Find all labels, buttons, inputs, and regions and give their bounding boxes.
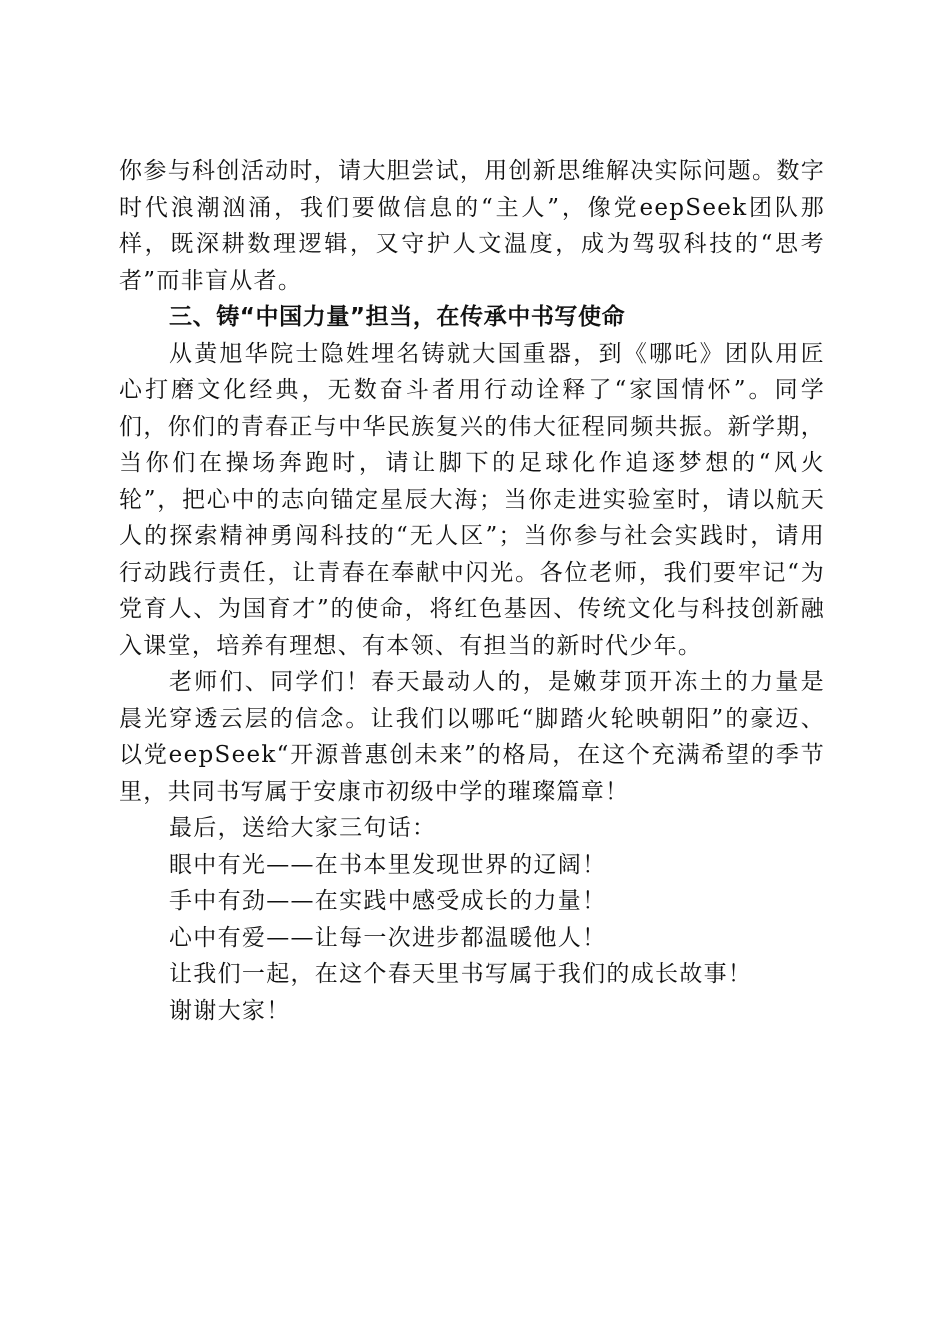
closing-thanks: 谢谢大家！	[169, 997, 291, 1024]
body-paragraph-together: 让我们一起，在这个春天里书写属于我们的成长故事！	[169, 961, 753, 987]
body-paragraph-heritage: 从黄旭华院士隐姓埋名铸就大国重器，到《哪吒》团队用匠心打磨文化经典，无数奋斗者用行动诠释了“家国情怀”。同学们，你们的青春正与中华民族复兴的伟大征程同频共振。新学期，当你们在操场奔跑时，请让脚下的足球化作追逐梦想的“风火轮”，把心中的志向锚定星辰大海；当你走进实验室时，请以航天人的探索精神勇闯科技的“无人区”；当你参与社会实践时，请用行动践行责任，让青春在奉献中闪光。各位老师，我们要牢记“为党育人、为国育才”的使命，将红色基因、传统文化与科技创新融入课堂，培养有理想、有本领、有担当的新时代少年。	[119, 340, 825, 659]
body-paragraph-continuation: 你参与科创活动时，请大胆尝试，用创新思维解决实际问题。数字时代浪潮汹涌，我们要做信息的“主人”，像党eepSeek团队那样，既深耕数理逻辑，又守护人文温度，成为驾驭科技的“思考者”而非盲从者。	[119, 158, 825, 294]
section-heading-3: 三、铸“中国力量”担当，在传承中书写使命	[169, 304, 626, 330]
body-paragraph-spring: 老师们、同学们！春天最动人的，是嫩芽顶开冻土的力量是晨光穿透云层的信念。让我们以哪吒“脚踏火轮映朝阳”的豪迈、以党eepSeek“开源普惠创未来”的格局，在这个充满希望的季节里，共同书写属于安康市初级中学的璀璨篇章！	[119, 669, 825, 805]
motto-line-2: 手中有劲——在实践中感受成长的力量！	[169, 888, 607, 914]
document-body	[119, 153, 825, 1029]
motto-line-1: 眼中有光——在书本里发现世界的辽阔！	[169, 851, 607, 878]
body-paragraph-finally: 最后，送给大家三句话：	[169, 815, 437, 841]
motto-line-3: 心中有爱——让每一次进步都温暖他人！	[169, 924, 607, 951]
